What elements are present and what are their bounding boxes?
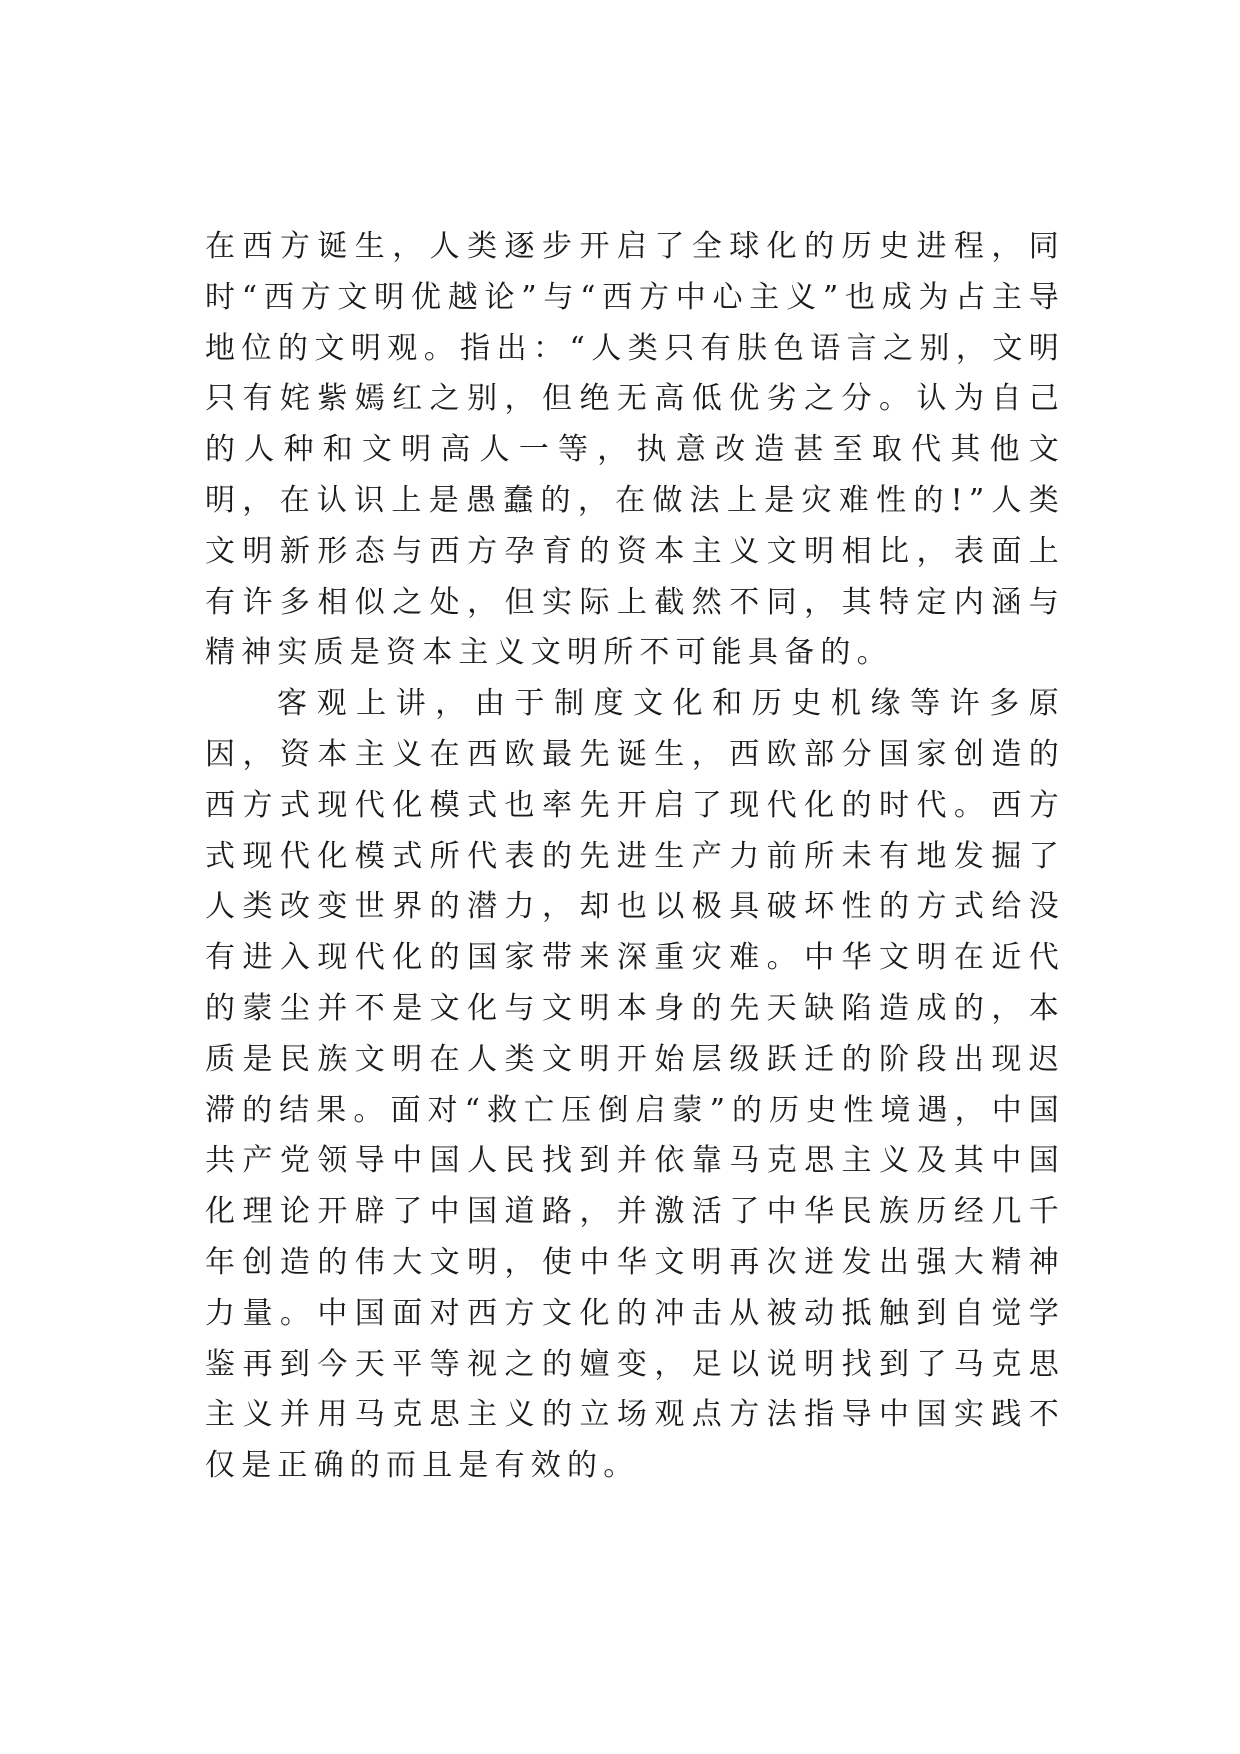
document-body xyxy=(205,222,1065,1492)
paragraph-1: 在西方诞生，人类逐步开启了全球化的历史进程，同时“西方文明优越论”与“西方中心主义”也成为占主导地位的文明观。指出：“人类只有肤色语言之别，文明只有姹紫嫣红之别，但绝无高低优劣之分。认为自己的人种和文明高人一等，执意改造甚至取代其他文明，在认识上是愚蠢的，在做法上是灾难性的!”人类文明新形态与西方孕育的资本主义文明相比，表面上有许多相似之处，但实际上截然不同，其特定内涵与精神实质是资本主义文明所不可能具备的。 xyxy=(205,229,1065,671)
paragraph-2: 客观上讲，由于制度文化和历史机缘等许多原因，资本主义在西欧最先诞生，西欧部分国家创造的西方式现代化模式也率先开启了现代化的时代。西方式现代化模式所代表的先进生产力前所未有地发掘了人类改变世界的潜力，却也以极具破坏性的方式给没有进入现代化的国家带来深重灾难。中华文明在近代的蒙尘并不是文化与文明本身的先天缺陷造成的，本质是民族文明在人类文明开始层级跃迁的阶段出现迟滞的结果。面对“救亡压倒启蒙”的历史性境遇，中国共产党领导中国人民找到并依靠马克思主义及其中国化理论开辟了中国道路，并激活了中华民族历经几千年创造的伟大文明，使中华文明再次迸发出强大精神力量。中国面对西方文化的冲击从被动抵触到自觉学鉴再到今天平等视之的嬗变，足以说明找到了马克思主义并用马克思主义的立场观点方法指导中国实践不仅是正确的而且是有效的。 xyxy=(205,686,1065,1484)
